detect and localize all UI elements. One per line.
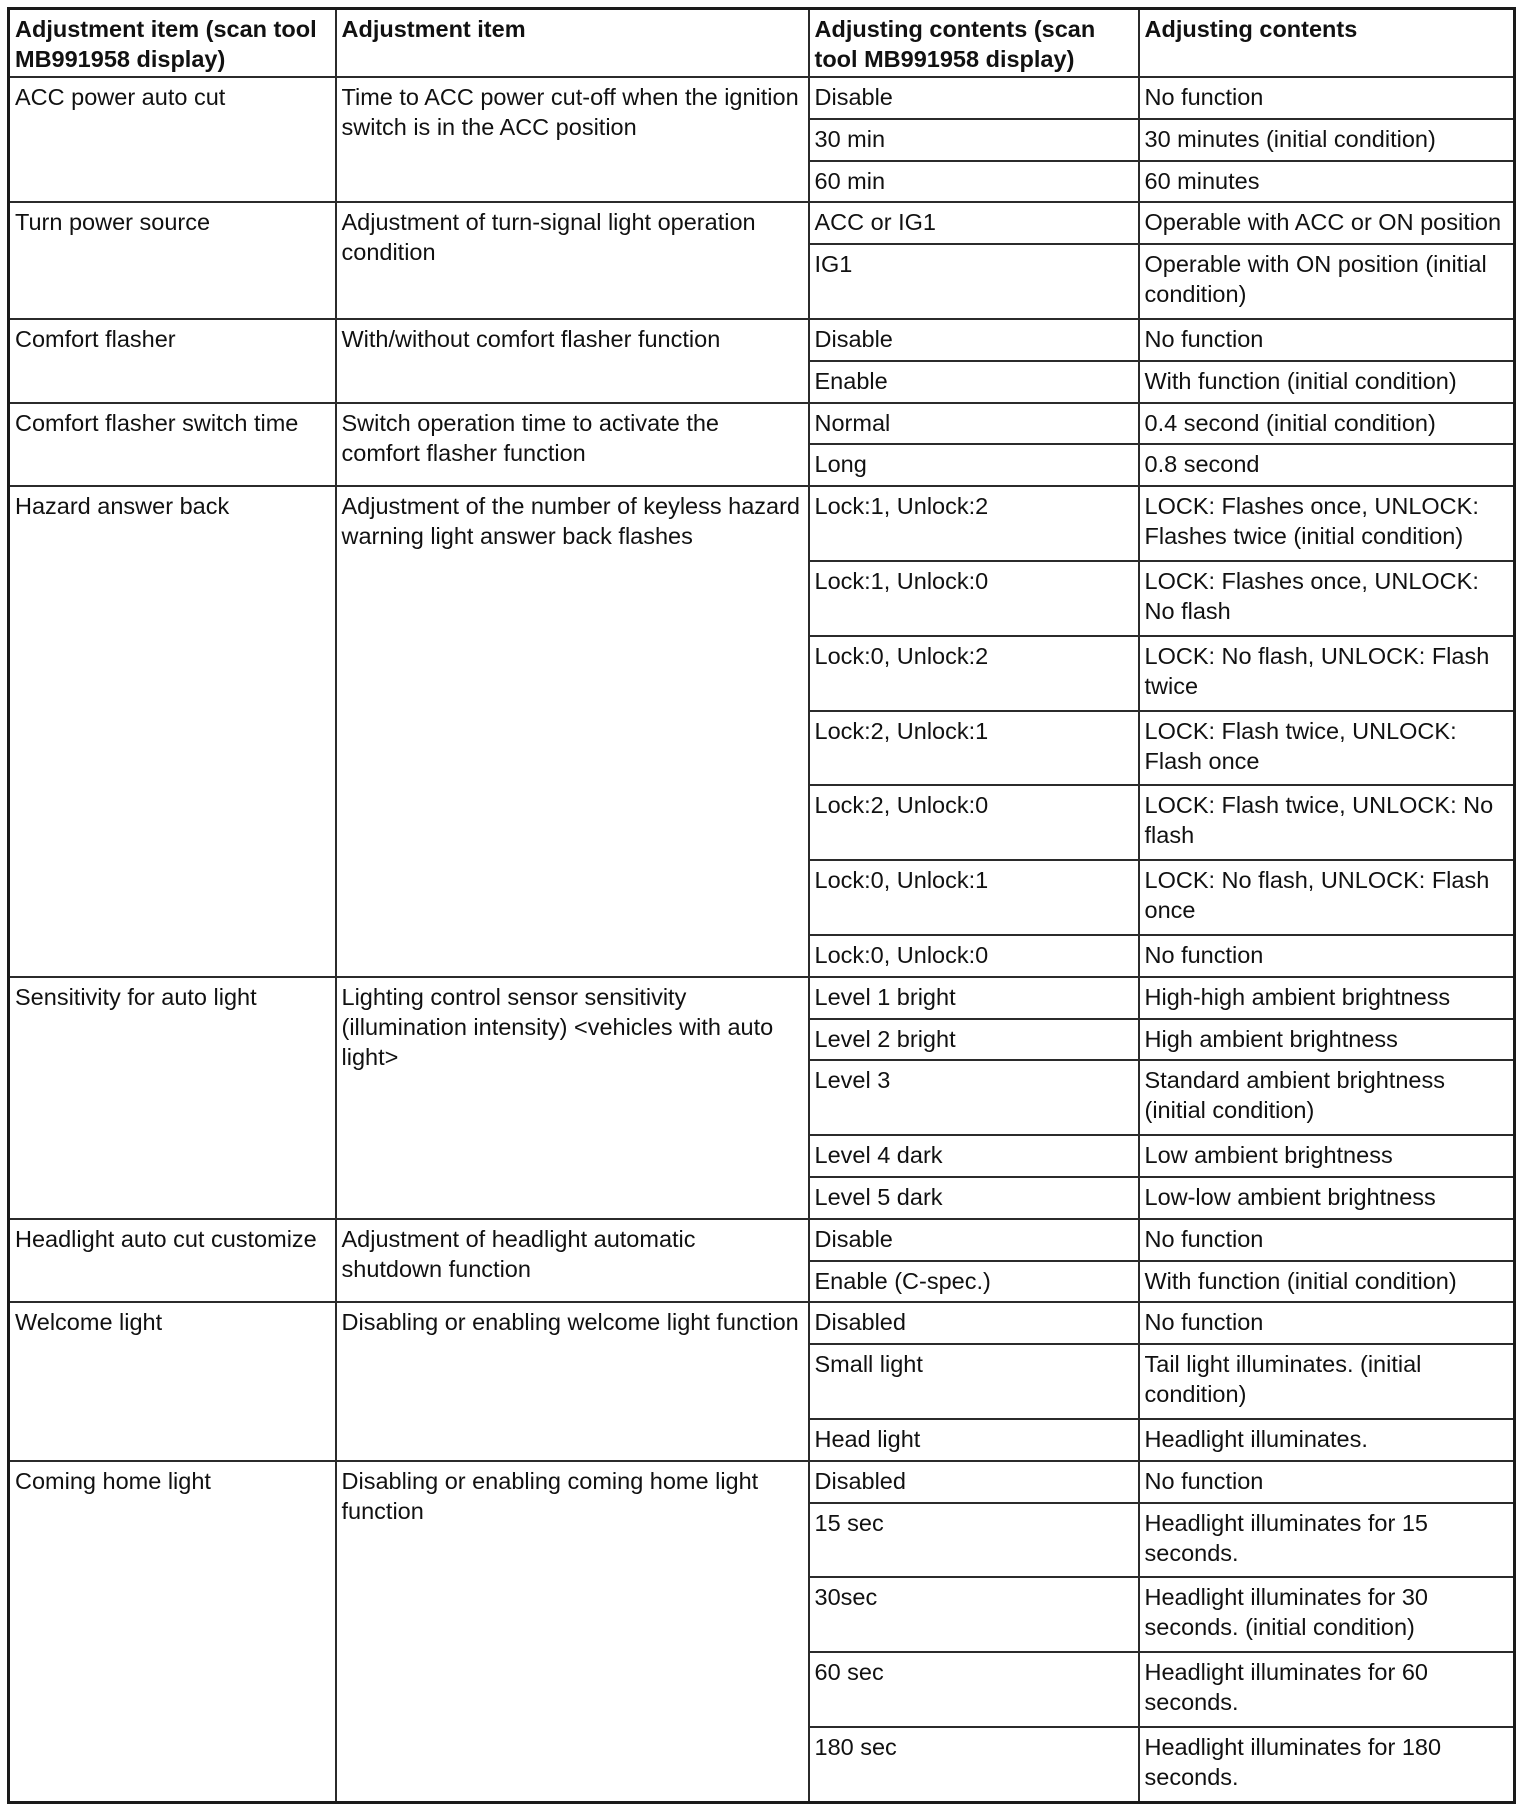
adjusting-result: Low-low ambient brightness (1139, 1177, 1515, 1219)
adjusting-setting: IG1 (809, 244, 1139, 319)
table-row (9, 202, 1515, 244)
adjusting-result: High-high ambient brightness (1139, 977, 1515, 1019)
adjusting-setting: Normal (809, 403, 1139, 445)
adjusting-setting: Small light (809, 1344, 1139, 1419)
adjusting-setting: ACC or IG1 (809, 202, 1139, 244)
adjustment-item-name: Welcome light (9, 1302, 336, 1460)
adjusting-setting: Disable (809, 319, 1139, 361)
adjusting-result: No function (1139, 1461, 1515, 1503)
header-adjustment-item: Adjustment item (336, 9, 809, 78)
adjusting-result: Headlight illuminates for 60 seconds. (1139, 1652, 1515, 1727)
adjustment-item-name: Comfort flasher (9, 319, 336, 403)
adjusting-setting: 15 sec (809, 1503, 1139, 1578)
adjusting-result: No function (1139, 1302, 1515, 1344)
adjusting-setting: Lock:2, Unlock:1 (809, 711, 1139, 786)
adjusting-result: LOCK: Flashes once, UNLOCK: No flash (1139, 561, 1515, 636)
adjustment-item-name: Hazard answer back (9, 486, 336, 977)
adjusting-setting: Lock:0, Unlock:1 (809, 860, 1139, 935)
adjusting-result: LOCK: Flash twice, UNLOCK: No flash (1139, 785, 1515, 860)
adjusting-setting: Lock:2, Unlock:0 (809, 785, 1139, 860)
adjusting-result: With function (initial condition) (1139, 1261, 1515, 1303)
adjusting-result: 0.4 second (initial condition) (1139, 403, 1515, 445)
table-row (9, 1219, 1515, 1261)
adjustment-item-description: Adjustment of the number of keyless hazard warning light answer back flashes (336, 486, 809, 977)
adjusting-result: 30 minutes (initial condition) (1139, 119, 1515, 161)
adjusting-setting: Lock:1, Unlock:2 (809, 486, 1139, 561)
adjusting-setting: 180 sec (809, 1727, 1139, 1803)
adjusting-setting: 60 min (809, 161, 1139, 203)
adjusting-setting: Level 4 dark (809, 1135, 1139, 1177)
adjusting-setting: Disable (809, 1219, 1139, 1261)
adjustment-item-description: Disabling or enabling coming home light function (336, 1461, 809, 1803)
adjusting-result: Headlight illuminates for 30 seconds. (initial condition) (1139, 1577, 1515, 1652)
adjusting-result: Low ambient brightness (1139, 1135, 1515, 1177)
adjusting-result: No function (1139, 77, 1515, 119)
adjusting-result: Operable with ON position (initial condition) (1139, 244, 1515, 319)
adjusting-result: 0.8 second (1139, 444, 1515, 486)
adjusting-setting: Lock:0, Unlock:0 (809, 935, 1139, 977)
adjustment-item-name: Sensitivity for auto light (9, 977, 336, 1219)
table-row (9, 977, 1515, 1019)
adjusting-result: Operable with ACC or ON position (1139, 202, 1515, 244)
adjustment-item-name: Headlight auto cut customize (9, 1219, 336, 1303)
adjusting-setting: 30 min (809, 119, 1139, 161)
adjusting-setting: Disabled (809, 1302, 1139, 1344)
adjusting-result: Standard ambient brightness (initial condition) (1139, 1060, 1515, 1135)
adjusting-result: LOCK: No flash, UNLOCK: Flash once (1139, 860, 1515, 935)
adjustment-item-name: Turn power source (9, 202, 336, 319)
header-adjusting-contents: Adjusting contents (1139, 9, 1515, 78)
adjusting-setting: Enable (C-spec.) (809, 1261, 1139, 1303)
adjusting-result: Headlight illuminates. (1139, 1419, 1515, 1461)
adjustment-table (7, 7, 1516, 1804)
adjustment-item-description: Switch operation time to activate the comfort flasher function (336, 403, 809, 487)
adjusting-setting: Lock:1, Unlock:0 (809, 561, 1139, 636)
table-row (9, 403, 1515, 445)
adjusting-setting: Head light (809, 1419, 1139, 1461)
adjustment-item-description: With/without comfort flasher function (336, 319, 809, 403)
adjusting-setting: Level 2 bright (809, 1019, 1139, 1061)
adjusting-result: High ambient brightness (1139, 1019, 1515, 1061)
adjusting-result: Headlight illuminates for 15 seconds. (1139, 1503, 1515, 1578)
adjusting-setting: Level 1 bright (809, 977, 1139, 1019)
table-row (9, 1302, 1515, 1344)
adjusting-result: No function (1139, 319, 1515, 361)
adjusting-setting: 30sec (809, 1577, 1139, 1652)
adjusting-setting: Enable (809, 361, 1139, 403)
table-row (9, 486, 1515, 561)
adjusting-result: With function (initial condition) (1139, 361, 1515, 403)
adjusting-result: LOCK: No flash, UNLOCK: Flash twice (1139, 636, 1515, 711)
adjusting-setting: Level 3 (809, 1060, 1139, 1135)
adjustment-item-name: Coming home light (9, 1461, 336, 1803)
adjustment-item-description: Time to ACC power cut-off when the ignition switch is in the ACC position (336, 77, 809, 202)
table-row (9, 77, 1515, 119)
adjusting-result: Tail light illuminates. (initial condition) (1139, 1344, 1515, 1419)
adjusting-setting: Long (809, 444, 1139, 486)
header-row (9, 9, 1515, 78)
adjusting-setting: Disable (809, 77, 1139, 119)
adjusting-result: No function (1139, 1219, 1515, 1261)
adjustment-item-description: Disabling or enabling welcome light function (336, 1302, 809, 1460)
adjusting-result: 60 minutes (1139, 161, 1515, 203)
header-adjustment-item-scan-tool: Adjustment item (scan tool MB991958 display) (9, 9, 336, 78)
adjusting-result: Headlight illuminates for 180 seconds. (1139, 1727, 1515, 1803)
adjustment-item-name: Comfort flasher switch time (9, 403, 336, 487)
adjusting-result: LOCK: Flashes once, UNLOCK: Flashes twice (initial condition) (1139, 486, 1515, 561)
table-row (9, 1461, 1515, 1503)
header-adjusting-contents-scan-tool: Adjusting contents (scan tool MB991958 display) (809, 9, 1139, 78)
table-row (9, 319, 1515, 361)
adjustment-item-name: ACC power auto cut (9, 77, 336, 202)
adjusting-setting: Lock:0, Unlock:2 (809, 636, 1139, 711)
adjusting-result: LOCK: Flash twice, UNLOCK: Flash once (1139, 711, 1515, 786)
adjustment-item-description: Adjustment of turn-signal light operation condition (336, 202, 809, 319)
adjustment-item-description: Lighting control sensor sensitivity (illumination intensity) <vehicles with auto light> (336, 977, 809, 1219)
adjusting-result: No function (1139, 935, 1515, 977)
table-body (9, 77, 1515, 1803)
adjusting-setting: 60 sec (809, 1652, 1139, 1727)
adjustment-item-description: Adjustment of headlight automatic shutdown function (336, 1219, 809, 1303)
adjusting-setting: Level 5 dark (809, 1177, 1139, 1219)
adjusting-setting: Disabled (809, 1461, 1139, 1503)
